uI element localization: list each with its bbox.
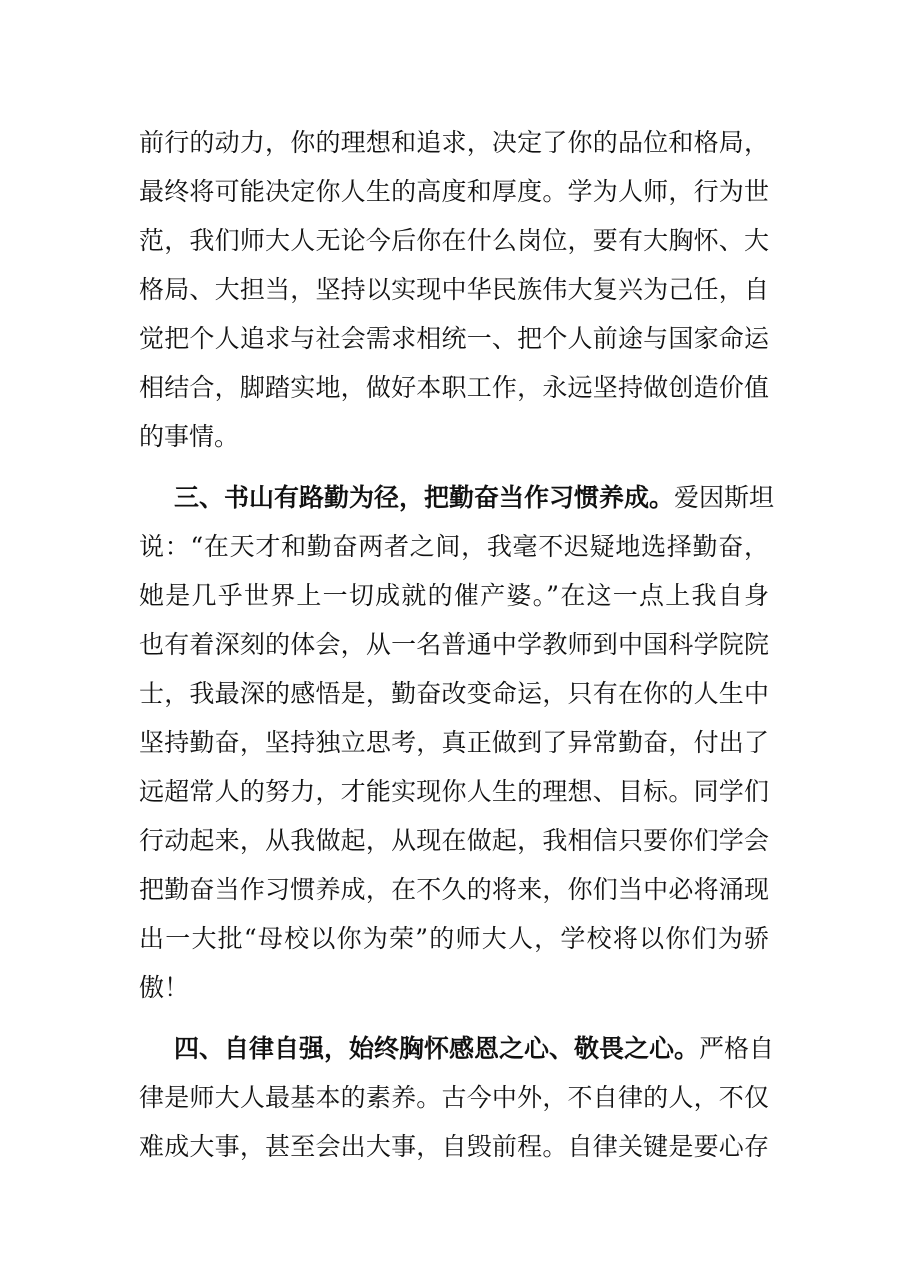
text-line: 也有着深刻的体会，从一名普通中学教师到中国科学院院 xyxy=(139,630,769,659)
text-line: 傲！ xyxy=(139,973,190,1002)
paragraph-2 xyxy=(139,473,775,1012)
text-line: 前行的动力，你的理想和追求，决定了你的品位和格局， xyxy=(139,128,769,157)
text-line: 士，我最深的感悟是，勤奋改变命运，只有在你的人生中 xyxy=(139,679,769,708)
text-line: 远超常人的努力，才能实现你人生的理想、目标。同学们 xyxy=(139,777,769,806)
section-heading: 四、自律自强，始终胸怀感恩之心、敬畏之心。 xyxy=(174,1034,700,1063)
text-line: 把勤奋当作习惯养成，在不久的将来，你们当中必将涌现 xyxy=(139,875,769,904)
text-line: 行动起来，从我做起，从现在做起，我相信只要你们学会 xyxy=(139,826,769,855)
text-line: 她是几乎世界上一切成就的催产婆。”在这一点上我自身 xyxy=(139,581,769,610)
paragraph-3 xyxy=(139,1024,775,1171)
paragraph-1 xyxy=(139,118,769,461)
text-line: 的事情。 xyxy=(139,422,240,451)
text-run: 严格自 xyxy=(699,1034,775,1063)
text-line: 难成大事，甚至会出大事，自毁前程。自律关键是要心存 xyxy=(139,1132,769,1161)
text-line: 坚持勤奋，坚持独立思考，真正做到了异常勤奋，付出了 xyxy=(139,728,769,757)
text-run: 爱因斯坦 xyxy=(674,483,775,512)
text-line: 出一大批“母校以你为荣”的师大人，学校将以你们为骄 xyxy=(139,924,769,953)
text-line: 相结合，脚踏实地，做好本职工作，永远坚持做创造价值 xyxy=(139,373,769,402)
text-line: 格局、大担当，坚持以实现中华民族伟大复兴为己任，自 xyxy=(139,275,769,304)
text-line: 范，我们师大人无论今后你在什么岗位，要有大胸怀、大 xyxy=(139,226,769,255)
paragraph-first-line xyxy=(139,473,775,522)
text-line: 觉把个人追求与社会需求相统一、把个人前途与国家命运 xyxy=(139,324,769,353)
text-line: 说：“在天才和勤奋两者之间，我毫不迟疑地选择勤奋， xyxy=(139,532,769,561)
text-line: 最终将可能决定你人生的高度和厚度。学为人师，行为世 xyxy=(139,177,769,206)
document-body xyxy=(139,118,775,1171)
section-heading: 三、书山有路勤为径，把勤奋当作习惯养成。 xyxy=(174,483,675,512)
paragraph-first-line xyxy=(139,1024,775,1073)
text-line: 律是师大人最基本的素养。古今中外，不自律的人，不仅 xyxy=(139,1083,769,1112)
